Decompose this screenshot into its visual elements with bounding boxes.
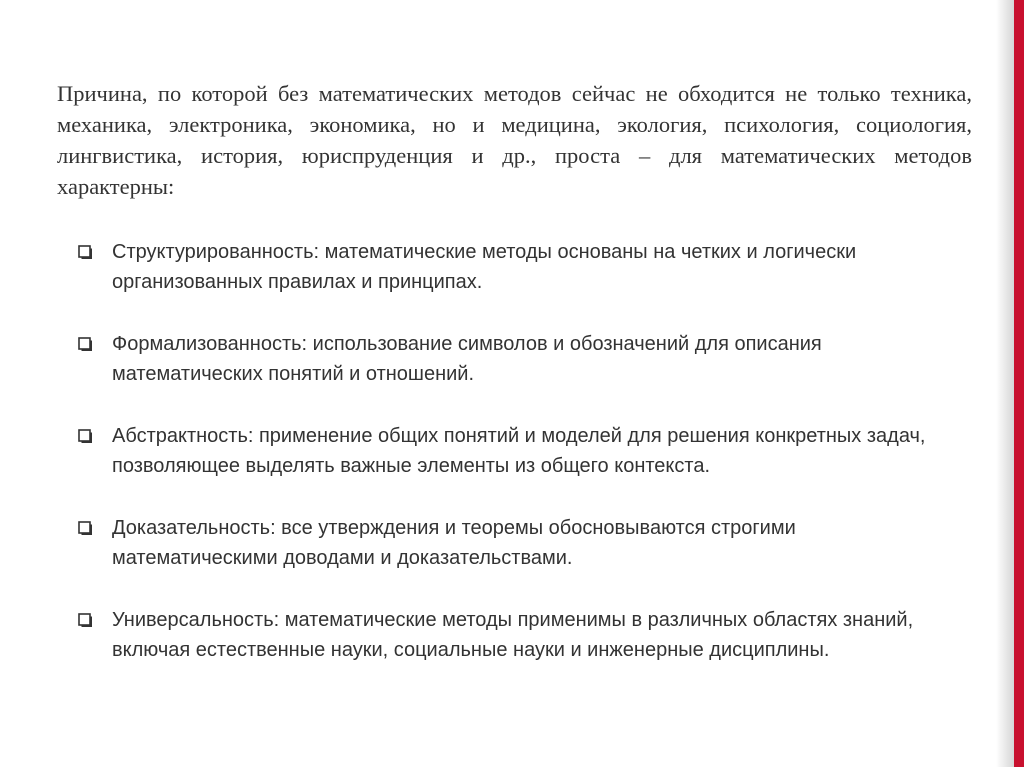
bullet-list bbox=[78, 237, 928, 697]
right-edge-shadow bbox=[996, 0, 1014, 767]
bullet-text: Формализованность: использование символов и обозначений для описания математических понятий и отношений. bbox=[112, 333, 822, 385]
list-item bbox=[78, 421, 928, 481]
intro-paragraph: Причина, по которой без математических методов сейчас не обходится не только техника, механика, электроника, экономика, но и медицина, экология, психология, социология, лингвистика, история, юриспруденция и др., проста – для математических методов характерны: bbox=[57, 81, 972, 199]
checkbox-icon bbox=[78, 429, 93, 444]
checkbox-icon bbox=[78, 245, 93, 260]
bullet-text: Универсальность: математические методы применимы в различных областях знаний, включая естественные науки, социальные науки и инженерные дисциплины. bbox=[112, 609, 914, 661]
bullet-text: Доказательность: все утверждения и теоремы обосновываются строгими математическими доводами и доказательствами. bbox=[112, 517, 796, 569]
list-item bbox=[78, 237, 928, 297]
list-item bbox=[78, 605, 928, 665]
bullet-text: Абстрактность: применение общих понятий и моделей для решения конкретных задач, позволяющее выделять важные элементы из общего контекста. bbox=[112, 425, 926, 477]
list-item bbox=[78, 513, 928, 573]
checkbox-icon bbox=[78, 337, 93, 352]
checkbox-icon bbox=[78, 521, 93, 536]
checkbox-icon bbox=[78, 613, 93, 628]
right-edge-red-bar bbox=[1014, 0, 1024, 767]
list-item bbox=[78, 329, 928, 389]
bullet-text: Структурированность: математические методы основаны на четких и логически организованных правилах и принципах. bbox=[112, 241, 857, 293]
